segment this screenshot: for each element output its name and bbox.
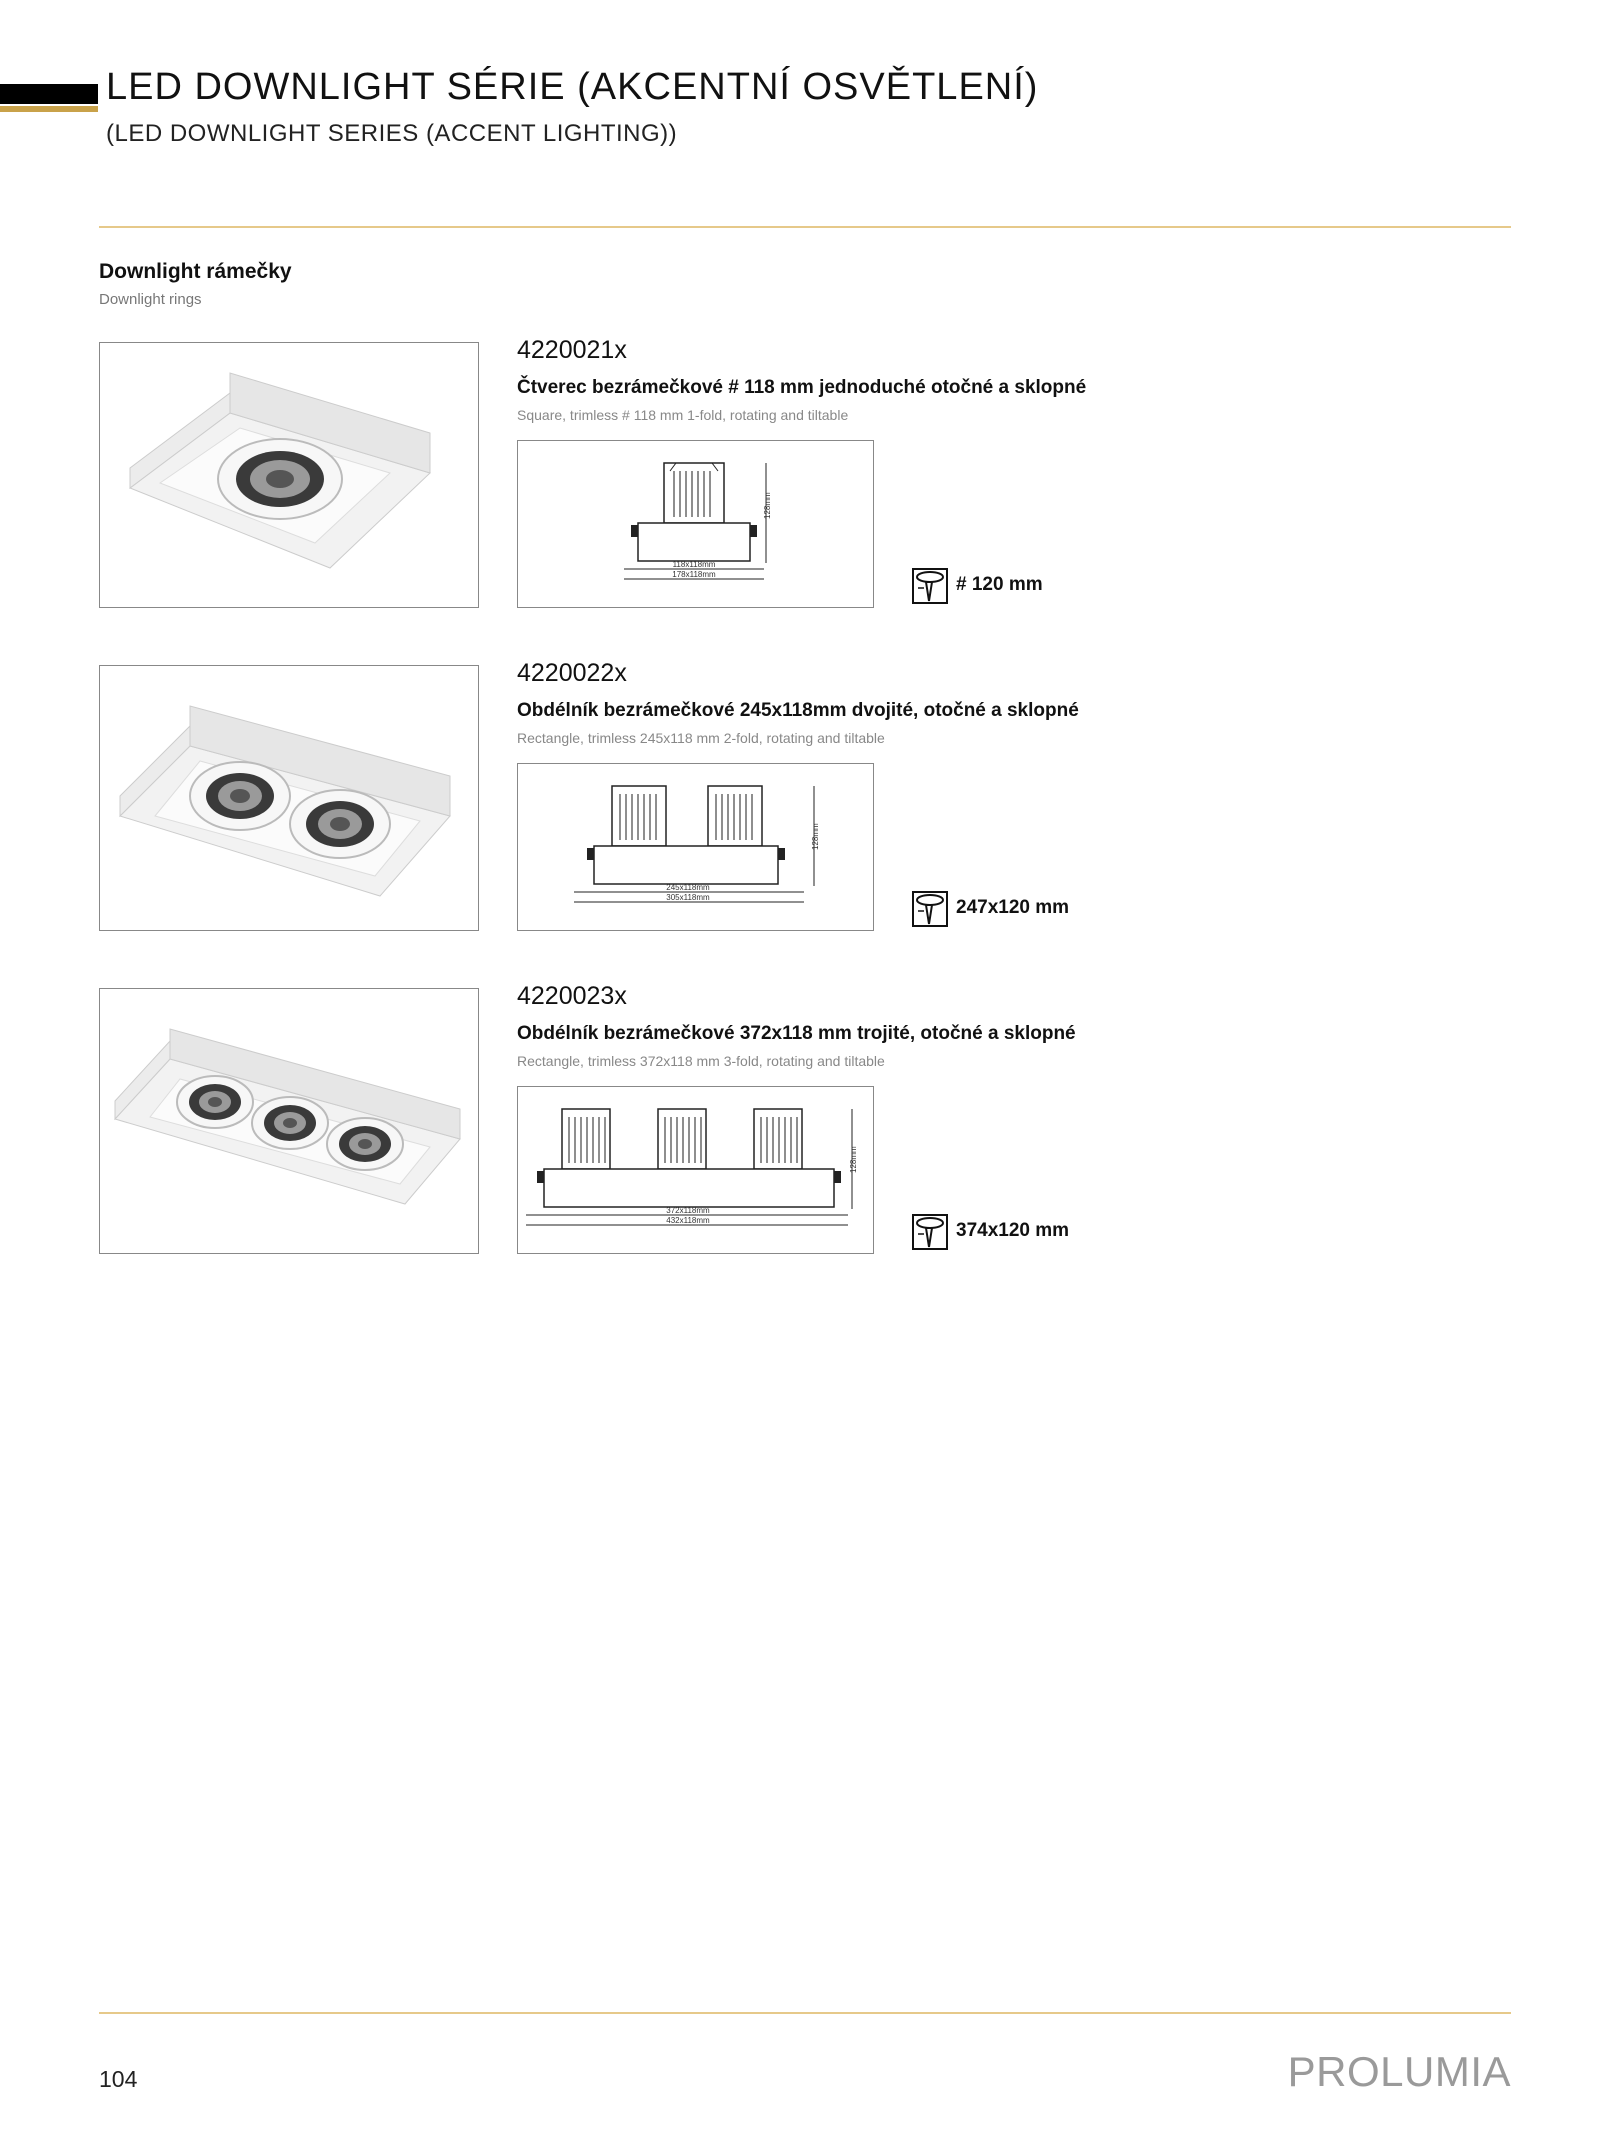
product-photo [99,342,479,608]
product-name-cz: Obdélník bezrámečkové 245x118mm dvojité, otočné a sklopné [517,700,1079,721]
footer-divider [99,2012,1511,2014]
product-code: 4220022x [517,659,627,687]
product-item [0,982,1600,1258]
page-number: 104 [99,2066,138,2092]
product-name-en: Rectangle, trimless 245x118 mm 2-fold, rotating and tiltable [517,730,885,746]
section-subtitle: Downlight rings [99,291,202,308]
top-divider [99,226,1511,228]
product-code: 4220021x [517,336,627,364]
brand-logo: PROLUMIA [1287,2048,1511,2095]
dim-inner-label: 118x118mm [672,560,716,569]
dim-inner-label: 245x118mm [666,883,710,892]
cutout-icon [912,891,948,927]
page-subtitle: (LED DOWNLIGHT SERIES (ACCENT LIGHTING)) [106,120,678,147]
product-name-cz: Čtverec bezrámečkové # 118 mm jednoduché otočné a sklopné [517,377,1087,398]
cutout-icon [912,1214,948,1250]
cutout-size: 247x120 mm [956,897,1070,918]
technical-drawing [517,763,874,931]
header-gold-bar [0,106,98,112]
cutout-icon [912,568,948,604]
cutout-size: 374x120 mm [956,1220,1070,1241]
product-name-en: Rectangle, trimless 372x118 mm 3-fold, rotating and tiltable [517,1053,885,1069]
dim-height-label: 128mm [849,1146,858,1173]
dim-height-label: 128mm [811,823,820,850]
product-code: 4220023x [517,982,627,1010]
product-name-en: Square, trimless # 118 mm 1-fold, rotating and tiltable [517,407,849,423]
product-item [0,336,1600,612]
section-title: Downlight rámečky [99,260,292,283]
cutout-size: # 120 mm [956,574,1043,595]
dim-outer-label: 305x118mm [666,893,710,902]
dim-outer-label: 432x118mm [666,1216,710,1225]
product-photo [99,988,479,1254]
page-title: LED DOWNLIGHT SÉRIE (AKCENTNÍ OSVĚTLENÍ) [106,66,1039,108]
dim-inner-label: 372x118mm [666,1206,710,1215]
dim-height-label: 128mm [763,492,772,519]
product-name-cz: Obdélník bezrámečkové 372x118 mm trojité, otočné a sklopné [517,1023,1076,1044]
product-item [0,659,1600,935]
header-black-bar [0,84,98,104]
dim-outer-label: 178x118mm [672,570,716,579]
technical-drawing [517,440,874,608]
product-photo [99,665,479,931]
technical-drawing [517,1086,874,1254]
